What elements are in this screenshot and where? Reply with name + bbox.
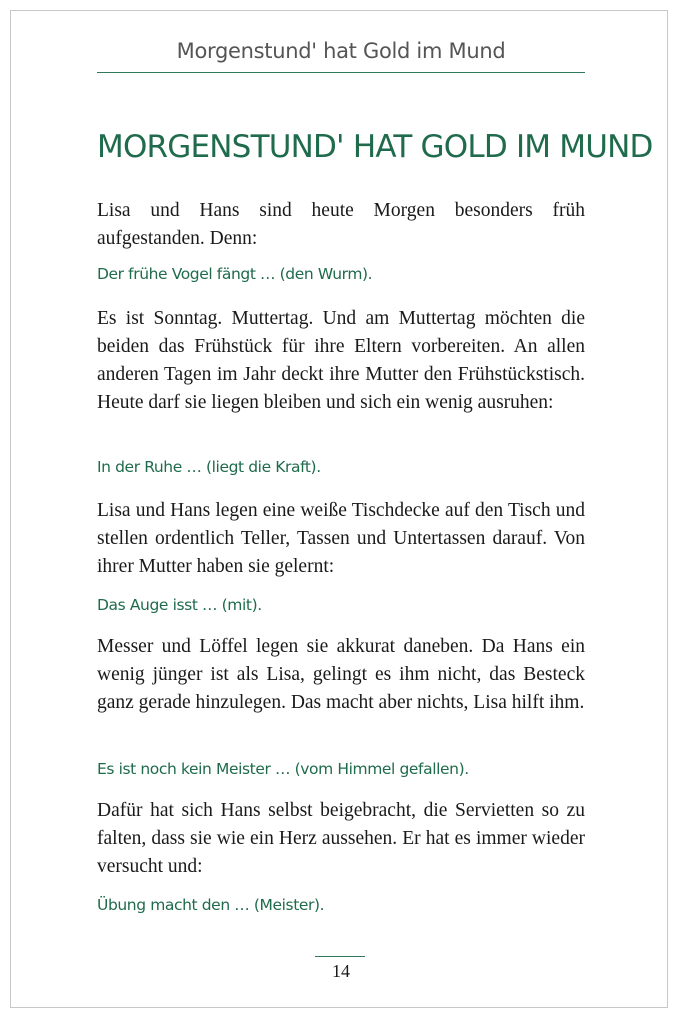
proverb-3: Das Auge isst … (mit). [97,596,262,614]
paragraph-3: Lisa und Hans legen eine weiße Tischdecke auf den Tisch und stellen ordentlich Teller, Tassen und Untertassen darauf. Von ihrer Mutter haben sie gelernt: [97,500,585,577]
paragraph-2: Es ist Sonntag. Muttertag. Und am Muttertag möchten die beiden das Frühstück für ihre Eltern vorbereiten. An allen anderen Tagen im Jahr deckt ihre Mutter den Frühstückstisch. Heute darf sie liegen bleiben und sich ein wenig ausruhen: [97,308,585,413]
footer-rule [315,956,365,957]
proverb-1: Der frühe Vogel fängt … (den Wurm). [97,265,373,283]
paragraph-4: Messer und Löffel legen sie akkurat daneben. Da Hans ein wenig jünger ist als Lisa, gelingt es ihm nicht, das Besteck ganz gerade hinzulegen. Das macht aber nichts, Lisa hilft ihm. [97,636,585,713]
page-number: 14 [332,961,350,981]
header-rule [97,72,585,73]
running-header: Morgenstund' hat Gold im Mund [176,39,506,63]
proverb-5: Übung macht den … (Meister). [97,896,325,914]
paragraph-5: Dafür hat sich Hans selbst beigebracht, die Servietten so zu falten, dass sie wie ein Herz aussehen. Er hat es immer wieder versucht und: [97,800,585,877]
book-page [10,10,668,1008]
proverb-4: Es ist noch kein Meister … (vom Himmel gefallen). [97,760,469,778]
chapter-title: MORGENSTUND' HAT GOLD IM MUND [97,129,653,165]
paragraph-1: Lisa und Hans sind heute Morgen besonders früh aufgestanden. Denn: [97,200,585,249]
proverb-2: In der Ruhe … (liegt die Kraft). [97,458,321,476]
